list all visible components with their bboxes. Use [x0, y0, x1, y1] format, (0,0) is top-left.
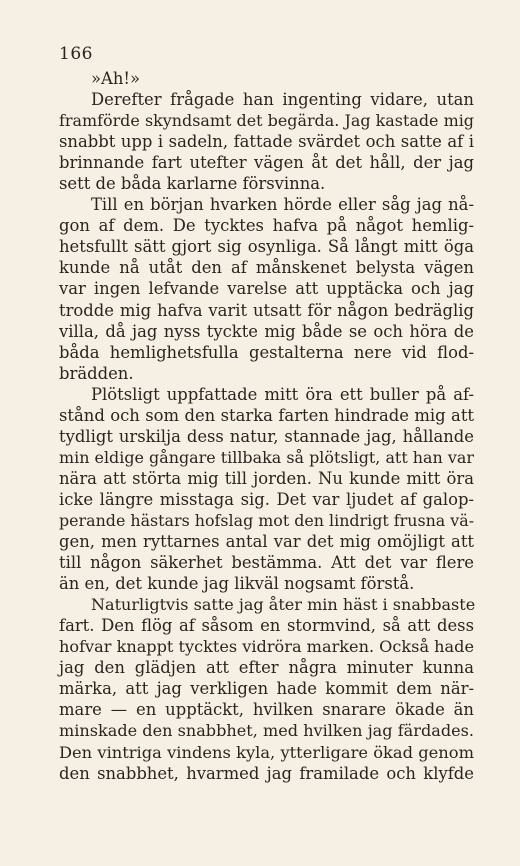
text-line: minskade den snabbhet, med hvilken jag färdades.: [59, 721, 474, 741]
text-line: hofvar knappt tycktes vidröra marken. Också hade: [59, 637, 474, 657]
text-line: hetsfullt sätt gjort sig osynliga. Så långt mitt öga: [59, 237, 474, 257]
body-text: [59, 68, 474, 784]
text-line: den snabbhet, hvarmed jag framilade och klyfde: [59, 763, 474, 783]
text-line: kunde nå utåt den af månskenet belysta vägen: [59, 258, 474, 278]
text-line: framförde skyndsamt det begärda. Jag kastade mig: [59, 111, 474, 131]
text-line: gon af dem. De tycktes hafva på något hemlig-: [59, 216, 474, 236]
text-line: märka, att jag verkligen hade kommit dem när-: [59, 679, 474, 699]
text-line: min eldige gångare tillbaka så plötsligt, att han var: [59, 447, 474, 467]
text-line: till någon säkerhet bestämma. Att det var flere: [59, 553, 474, 573]
text-line: jag den glädjen att efter några minuter kunna: [59, 658, 474, 678]
text-line: Den vintriga vindens kyla, ytterligare ökad genom: [59, 742, 474, 762]
text-line: »Ah!»: [91, 69, 141, 88]
text-line: perande hästars hofslag mot den lindrigt frusna vä-: [59, 510, 475, 530]
text-line: gen, men ryttarnes antal var det mig omöjligt att: [59, 532, 474, 552]
text-line: var ingen lefvande varelse att upptäcka och jag: [59, 279, 474, 299]
text-line: mare — en upptäckt, hvilken snarare ökade än: [59, 700, 474, 720]
text-line: brinnande fart utefter vägen åt det håll, der jag: [59, 153, 474, 173]
text-line: tydligt urskilja dess natur, stannade jag, hållande: [59, 426, 474, 446]
text-line: trodde mig hafva varit utsatt för någon bedräglig: [59, 300, 474, 320]
text-line: stånd och som den starka farten hindrade mig att: [59, 405, 474, 425]
text-line: än en, det kunde jag likväl nogsamt förstå.: [59, 574, 415, 594]
text-line: villa, då jag nyss tyckte mig både se och höra de: [59, 321, 474, 341]
text-line: Plötsligt uppfattade mitt öra ett buller på af-: [91, 384, 474, 404]
text-line: båda hemlighetsfulla gestalterna nere vid flod-: [59, 342, 474, 362]
text-line: icke längre misstaga sig. Det var ljudet af galop-: [59, 489, 474, 509]
text-line: sett de båda karlarne försvinna.: [59, 174, 326, 194]
text-line: Derefter frågade han ingenting vidare, utan: [91, 90, 474, 110]
text-line: Till en början hvarken hörde eller såg jag nå-: [91, 195, 474, 215]
page-number: 166: [59, 44, 93, 64]
text-line: Naturligtvis satte jag åter min häst i snabbaste: [91, 595, 476, 615]
text-line: nära att störta mig till jorden. Nu kunde mitt öra: [59, 468, 474, 488]
text-line: fart. Den flög af såsom en stormvind, så att dess: [59, 616, 474, 636]
text-line: snabbt upp i sadeln, fattade svärdet och satte af i: [59, 132, 474, 152]
text-line: brädden.: [59, 363, 134, 383]
